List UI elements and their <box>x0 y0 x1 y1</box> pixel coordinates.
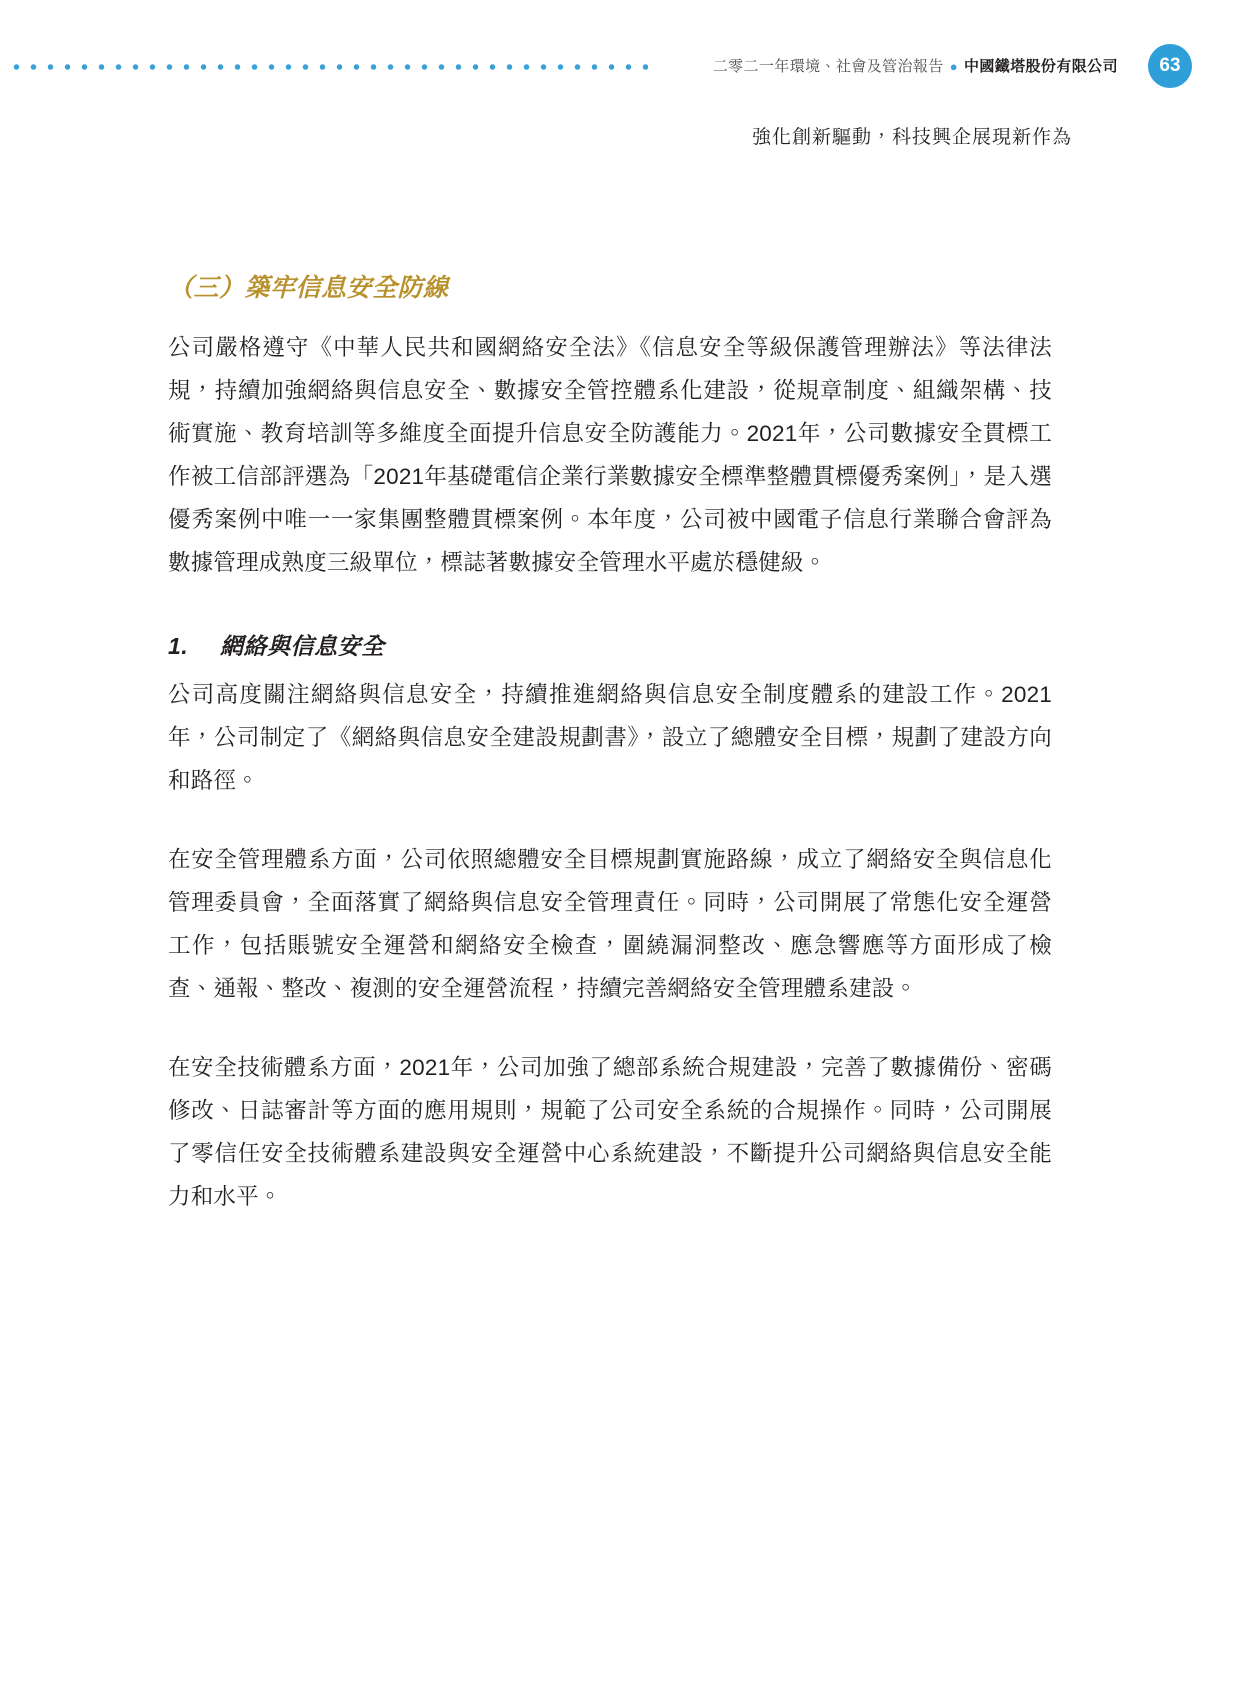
subsection-number: 1. <box>168 633 189 659</box>
paragraph: 在安全管理體系方面，公司依照總體安全目標規劃實施路線，成立了網絡安全與信息化管理委員會，全面落實了網絡與信息安全管理責任。同時，公司開展了常態化安全運營工作，包括賬號安全運營和網絡安全檢查，圍繞漏洞整改、應急響應等方面形成了檢查、通報、整改、複測的安全運營流程，持續完善網絡安全管理體系建設。 <box>168 847 1052 1001</box>
subsection-heading <box>168 628 1052 661</box>
header-running-text <box>713 56 1118 78</box>
page-number-badge: 63 <box>1148 44 1192 88</box>
chapter-running-title: 強化創新驅動，科技興企展現新作為 <box>751 127 1072 148</box>
paragraph: 在安全技術體系方面，2021年，公司加強了總部系統合規建設，完善了數據備份、密碼修改、日誌審計等方面的應用規則，規範了公司安全系統的合規操作。同時，公司開展了零信任安全技術體系建設與安全運營中心系統建設，不斷提升公司網絡與信息安全能力和水平。 <box>168 1055 1052 1209</box>
section-title: （三）築牢信息安全防線 <box>168 274 449 302</box>
spacer <box>168 584 1052 628</box>
page-header <box>0 48 1240 84</box>
dotted-rule-decoration <box>8 64 648 70</box>
header-report-title: 二零二一年環境、社會及管治報告 <box>712 58 944 75</box>
paragraph: 公司高度關注網絡與信息安全，持續推進網絡與信息安全制度體系的建設工作。2021年，公司制定了《網絡與信息安全建設規劃書》，設立了總體安全目標，規劃了建設方向和路徑。 <box>168 682 1052 793</box>
bullet-separator-icon: ● <box>949 59 958 74</box>
intro-paragraph: 公司嚴格遵守《中華人民共和國網絡安全法》《信息安全等級保護管理辦法》等法律法規，持續加強網絡與信息安全、數據安全管控體系化建設，從規章制度、組織架構、技術實施、教育培訓等多維度全面提升信息安全防護能力。2021年，公司數據安全貫標工作被工信部評選為「2021年基礎電信企業行業數據安全標準整體貫標優秀案例」，是入選優秀案例中唯一一家集團整體貫標案例。本年度，公司被中國電子信息行業聯合會評為數據管理成熟度三級單位，標誌著數據安全管理水平處於穩健級。 <box>168 335 1052 575</box>
spacer <box>168 1010 1052 1046</box>
page-content <box>168 268 1052 1218</box>
subsection-title: 網絡與信息安全 <box>220 633 385 659</box>
header-company-name: 中國鐵塔股份有限公司 <box>963 58 1118 75</box>
spacer <box>168 802 1052 838</box>
